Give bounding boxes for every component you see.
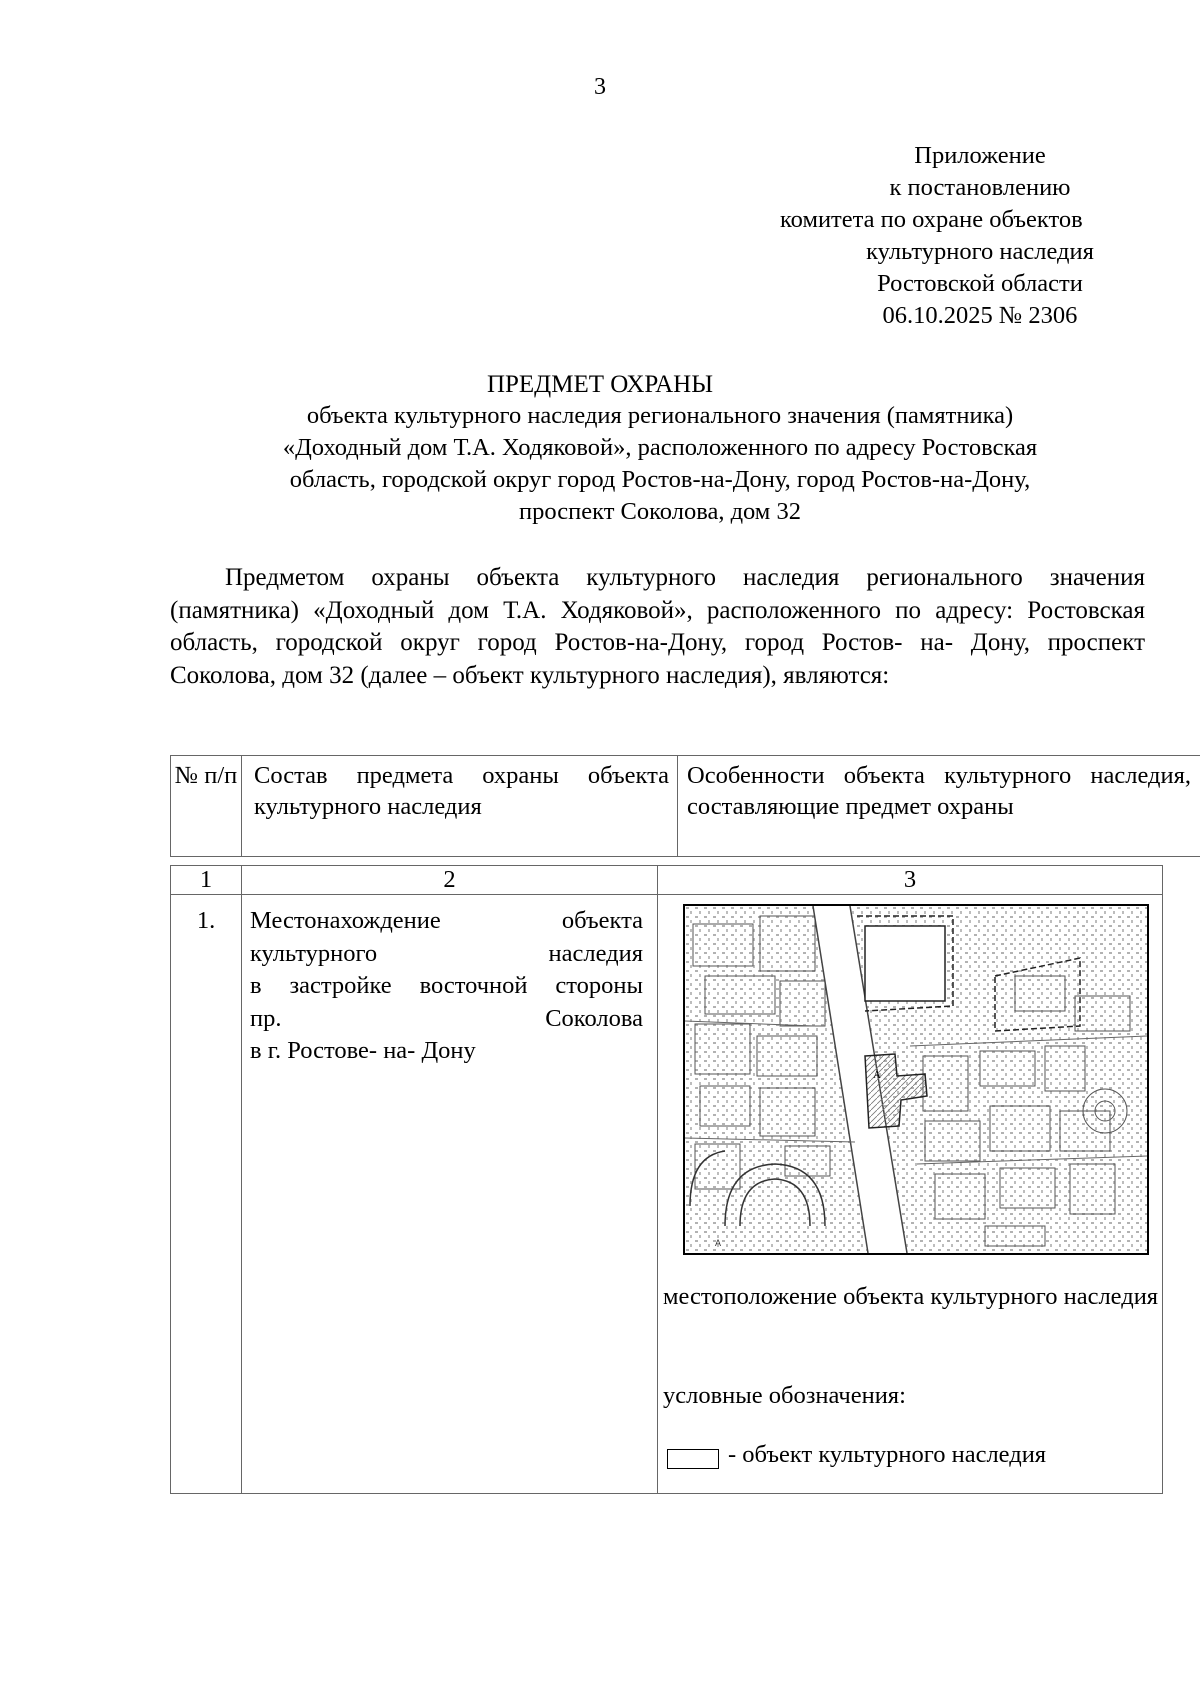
location-line: Местонахождение объекта: [250, 907, 643, 934]
location-line: культурного наследия: [250, 939, 643, 967]
location-description: [242, 895, 658, 1494]
table-header: [170, 755, 1200, 857]
location-features: [658, 895, 1163, 1494]
header-features: Особенности объекта культурного наследия, составляющие предмет охраны: [678, 756, 1200, 857]
protection-table: [170, 865, 1163, 1494]
location-line: пр. Соколова: [250, 1004, 643, 1032]
row-number: 1.: [171, 895, 242, 1494]
column-number: 3: [658, 866, 1163, 895]
table-row: [171, 895, 1163, 1494]
subtitle-line: «Доходный дом Т.А. Ходяковой», расположенного по адресу Ростовская: [282, 434, 1038, 461]
subtitle-line: область, городской округ город Ростов-на-Дону, город Ростов-на-Дону,: [289, 466, 1031, 493]
appendix-line-4: культурного наследия: [866, 238, 1094, 265]
appendix-line-5: Ростовской области: [877, 270, 1083, 297]
legend-title: условные обозначения:: [663, 1382, 906, 1409]
location-line: в г. Ростове- на- Дону: [250, 1037, 476, 1064]
appendix-line-2: к постановлению: [889, 174, 1071, 201]
location-line: в застройке восточной стороны: [250, 972, 643, 999]
svg-text:А: А: [873, 1069, 881, 1081]
location-map: [683, 904, 1149, 1255]
column-number: 1: [171, 866, 242, 895]
map-caption: местоположение объекта культурного наследия: [663, 1283, 1159, 1310]
svg-text:А: А: [715, 1238, 722, 1248]
appendix-line-1: Приложение: [914, 142, 1046, 169]
header-number: № п/п: [171, 756, 242, 857]
legend-item: - объект культурного наследия: [728, 1441, 1047, 1468]
subtitle-line: проспект Соколова, дом 32: [519, 498, 801, 525]
intro-paragraph: Предметом охраны объекта культурного наследия регионального значения (памятника) «Доходный дом Т.А. Ходяковой», расположенного по адресу: Ростовская область, городской округ город Ростов-на-Дону, город Ростов- на- Дону, проспект Соколова, дом 32 (далее – объект культурного наследия), являются:: [170, 564, 1145, 689]
document-title: ПРЕДМЕТ ОХРАНЫ: [486, 371, 714, 398]
document-subtitle: [210, 400, 1110, 528]
appendix-block: [780, 140, 1180, 332]
appendix-line-3: комитета по охране объектов: [780, 206, 1083, 233]
column-numbers-row: [171, 866, 1163, 895]
column-number: 2: [242, 866, 658, 895]
legend-swatch: [667, 1449, 719, 1469]
subtitle-line: объекта культурного наследия регионального значения (памятника): [306, 402, 1014, 429]
page-number: 3: [594, 74, 606, 100]
header-composition: Состав предмета охраны объекта культурного наследия: [242, 756, 678, 857]
appendix-date-number: 06.10.2025 № 2306: [882, 302, 1078, 329]
